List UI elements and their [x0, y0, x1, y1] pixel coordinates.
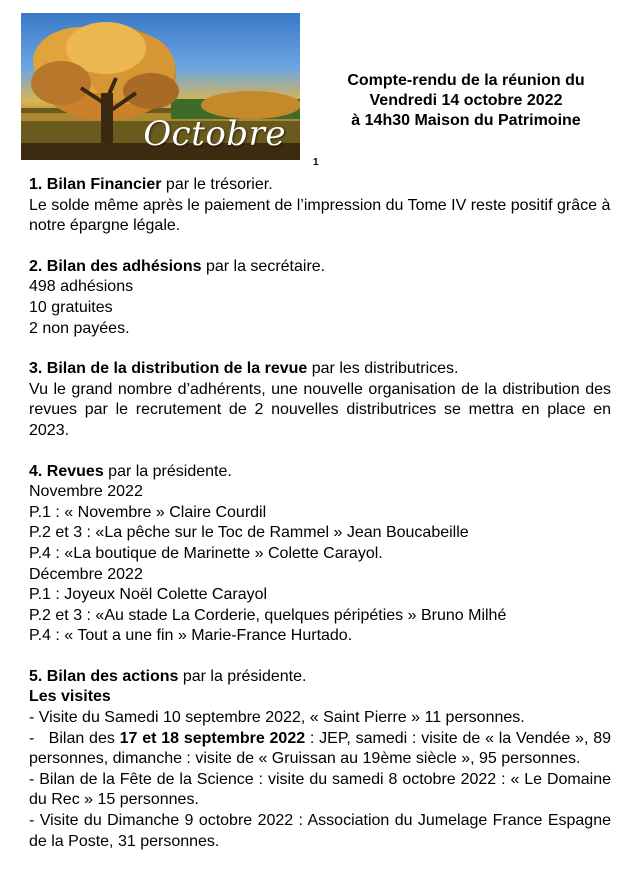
section-author: par la présidente. — [103, 462, 232, 480]
section-body: Le solde même après le paiement de l’impression du Tome IV reste positif grâce à notre épargne légale. — [29, 196, 611, 235]
section-heading: 2. Bilan des adhésions — [29, 257, 202, 275]
section-author: par la présidente. — [178, 667, 307, 685]
list-item: P.2 et 3 : «Au stade La Corderie, quelques péripéties » Bruno Milhé — [29, 606, 507, 624]
report-title — [306, 71, 626, 131]
section-distribution — [29, 359, 611, 441]
list-item: P.1 : Joyeux Noël Colette Carayol — [29, 586, 268, 604]
list-item: 2 non payées. — [29, 319, 130, 337]
section-author: par la secrétaire. — [201, 257, 326, 275]
list-item: - Visite du Dimanche 9 octobre 2022 : Association du Jumelage France Espagne de la Poste, 31 personnes. — [29, 812, 611, 850]
title-line: Compte-rendu de la réunion du — [347, 72, 585, 89]
section-heading: 5. Bilan des actions — [29, 667, 179, 685]
footnote-marker: 1 — [313, 157, 319, 168]
section-actions — [29, 667, 611, 852]
list-item: P.4 : « Tout a une fin » Marie-France Hurtado. — [29, 627, 353, 645]
section-memberships — [29, 257, 611, 339]
section-body: Vu le grand nombre d’adhérents, une nouvelle organisation de la distribution des revues par le recrutement de 2 nouvelles distributrices se mettra en place en 2023. — [29, 380, 611, 439]
subheading: Les visites — [29, 688, 111, 706]
list-item: P.2 et 3 : «La pêche sur le Toc de Rammel » Jean Boucabeille — [29, 524, 469, 542]
report-content — [29, 175, 611, 872]
section-heading: 4. Revues — [29, 462, 104, 480]
list-item: 498 adhésions — [29, 278, 134, 296]
section-heading: 1. Bilan Financier — [29, 176, 162, 193]
list-item: - Bilan des 17 et 18 septembre 2022 : JEP, samedi : visite de « la Vendée », 89 personnes, dimanche : visite de « Gruissan au 19ème siècle », 95 personnes. — [29, 729, 611, 768]
title-line: à 14h30 Maison du Patrimoine — [351, 112, 581, 129]
list-item: P.1 : « Novembre » Claire Courdil — [29, 503, 267, 521]
list-item: - Bilan de la Fête de la Science : visite du samedi 8 octobre 2022 : « Le Domaine du Rec » 15 personnes. — [29, 770, 611, 809]
image-caption: Octobre — [143, 114, 286, 154]
list-item: - Visite du Samedi 10 septembre 2022, « Saint Pierre » 11 personnes. — [29, 709, 525, 727]
section-reviews — [29, 462, 611, 647]
list-item: Décembre 2022 — [29, 565, 143, 583]
section-author: par les distributrices. — [307, 360, 459, 378]
list-item: Novembre 2022 — [29, 483, 143, 501]
section-financial — [29, 175, 611, 237]
list-item: P.4 : «La boutique de Marinette » Colette Carayol. — [29, 544, 383, 562]
header-image-octobre — [21, 13, 300, 160]
section-author: par le trésorier. — [161, 176, 273, 193]
title-line: Vendredi 14 octobre 2022 — [369, 92, 563, 109]
section-heading: 3. Bilan de la distribution de la revue — [29, 360, 308, 378]
list-item: 10 gratuites — [29, 298, 113, 316]
